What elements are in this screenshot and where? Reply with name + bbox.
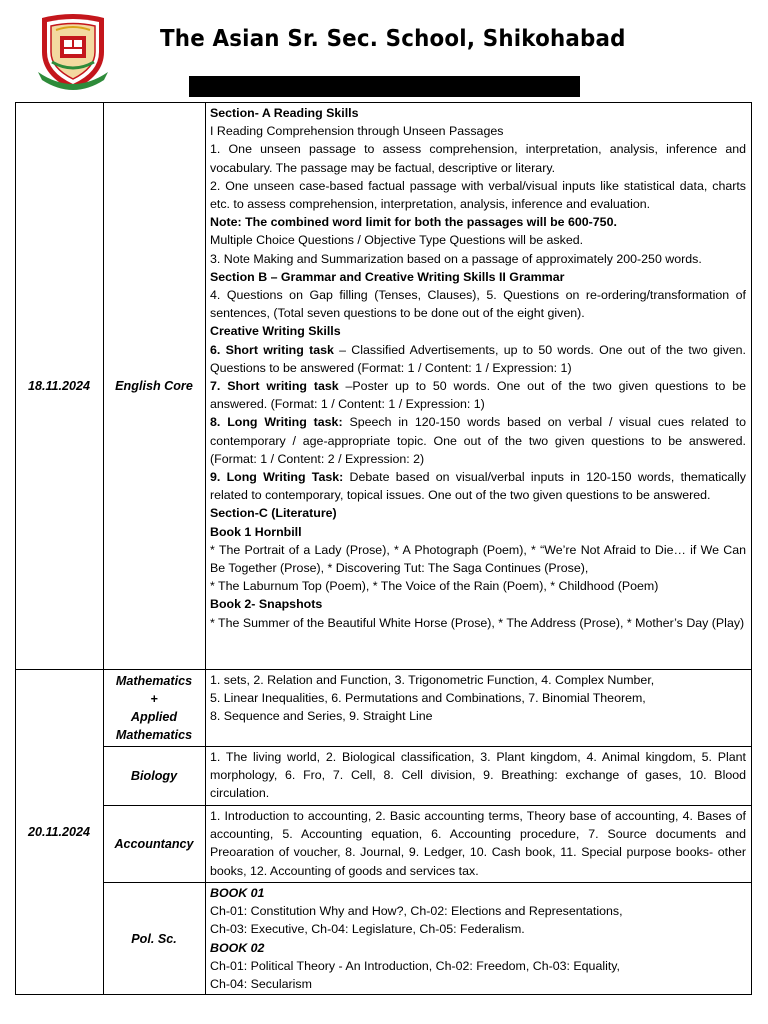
section-heading: Section B – Grammar and Creative Writing Skills II Grammar bbox=[210, 269, 565, 284]
syllabus-line bbox=[210, 413, 746, 468]
subject-name: English Core bbox=[104, 103, 206, 670]
section-heading: Section-C (Literature) bbox=[210, 506, 337, 521]
syllabus-line: 8. Sequence and Series, 9. Straight Line bbox=[210, 709, 433, 724]
syllabus-line: 2. One unseen case-based factual passage with verbal/visual inputs like statistical data, charts etc. to assess comprehension, interpretation, analysis, inference and evaluation. bbox=[210, 178, 746, 212]
syllabus-line: I Reading Comprehension through Unseen Passages bbox=[210, 124, 504, 139]
section-heading: Creative Writing Skills bbox=[210, 324, 341, 339]
syllabus-line: 4. Questions on Gap filling (Tenses, Clauses), 5. Questions on re-ordering/transformation of sentences, (Total seven questions to be done out of the eight given). bbox=[210, 288, 746, 321]
task-text: Speech in 120-150 words based on verbal / visual cues related to contemporary / age-appropriate topic. One out of the two given questions to be answered. (Format: 1 / Content: 2 / Expression: 2) bbox=[210, 415, 746, 466]
subject-line: + bbox=[150, 691, 158, 706]
section-heading: Section- A Reading Skills bbox=[210, 106, 359, 120]
syllabus-line: * The Summer of the Beautiful White Horse (Prose), * The Address (Prose), * Mother’s Day (Play) bbox=[210, 615, 745, 630]
school-crest-logo bbox=[34, 12, 112, 92]
syllabus-line: Ch-04: Secularism bbox=[210, 977, 312, 992]
table-row bbox=[16, 747, 752, 806]
exam-date: 20.11.2024 bbox=[16, 670, 104, 995]
table-row bbox=[16, 806, 752, 883]
school-name: The Asian Sr. Sec. School, Shikohabad bbox=[160, 26, 626, 52]
task-label: 7. Short writing task bbox=[210, 379, 339, 394]
subject-line: Mathematics bbox=[115, 728, 193, 743]
syllabus-line: 5. Linear Inequalities, 6. Permutations and Combinations, 7. Binomial Theorem, bbox=[210, 691, 646, 706]
syllabus-line: 3. Note Making and Summarization based on a passage of approximately 200-250 words. bbox=[210, 251, 702, 266]
book-heading: BOOK 02 bbox=[210, 940, 265, 955]
syllabus-line bbox=[210, 468, 746, 504]
syllabus-content bbox=[206, 670, 752, 747]
task-text: Debate based on visual/verbal inputs in 120-150 words, thematically related to contemporary, topical issues. One out of the two given questions to be answered. bbox=[210, 470, 746, 503]
syllabus-line: * The Portrait of a Lady (Prose), * A Photograph (Poem), * “We’re Not Afraid to Die… if We Can Be Together (Prose), * Discovering Tut: The Saga Continues (Prose), bbox=[210, 542, 746, 576]
syllabus-content: 1. Introduction to accounting, 2. Basic accounting terms, Theory base of accounting, 4. Bases of accounting, 5. Accounting equation, 6. Accounting procedure, 7. Source documents and Preoaration of voucher, 8. Journal, 9. Ledger, 10. Cash book, 11. Special purpose books- other books, 12. Accounting of goods and services tax. bbox=[206, 806, 752, 883]
table-row bbox=[16, 670, 752, 747]
syllabus-line: Multiple Choice Questions / Objective Type Questions will be asked. bbox=[210, 233, 584, 248]
note-text: Note: The combined word limit for both the passages will be 600-750. bbox=[210, 215, 617, 230]
syllabus-content: 1. The living world, 2. Biological classification, 3. Plant kingdom, 4. Animal kingdom, 5. Plant morphology, 6. Fro, 7. Cell, 8. Cell division, 9. Breathing: exchange of gases, 10. Blood circulation. bbox=[206, 747, 752, 806]
subject-name: Pol. Sc. bbox=[104, 883, 206, 995]
syllabus-line: Ch-01: Political Theory - An Introduction, Ch-02: Freedom, Ch-03: Equality, bbox=[210, 958, 621, 973]
subject-name: Biology bbox=[104, 747, 206, 806]
task-label: 6. Short writing task bbox=[210, 342, 334, 357]
table-row bbox=[16, 883, 752, 995]
task-text: –Poster up to 50 words. One out of the two given questions to be answered. (Format: 1 / Content: 1 / Expression: 1) bbox=[210, 379, 747, 412]
page-header bbox=[0, 0, 768, 100]
book-heading: BOOK 01 bbox=[210, 886, 265, 900]
syllabus-line: 1. sets, 2. Relation and Function, 3. Trigonometric Function, 4. Complex Number, bbox=[210, 673, 655, 687]
table-row bbox=[16, 103, 752, 670]
task-text: – Classified Advertisements, up to 50 words. One out of the two given. Questions to be answered (Format: 1 / Content: 1 / Expression: 1) bbox=[210, 342, 747, 375]
syllabus-line bbox=[210, 341, 746, 377]
subject-line: Mathematics bbox=[115, 673, 193, 688]
task-label: 9. Long Writing Task: bbox=[210, 470, 344, 485]
subject-name: Accountancy bbox=[104, 806, 206, 883]
task-label: 8. Long Writing task: bbox=[210, 415, 343, 430]
syllabus-line: 1. One unseen passage to assess comprehension, interpretation, analysis, inference and vocabulary. The passage may be factual, descriptive or literary. bbox=[210, 142, 746, 175]
subject-line: Applied bbox=[130, 710, 178, 724]
syllabus-line: * The Laburnum Top (Poem), * The Voice of the Rain (Poem), * Childhood (Poem) bbox=[210, 579, 659, 594]
exam-date: 18.11.2024 bbox=[16, 103, 104, 670]
syllabus-line bbox=[210, 377, 746, 413]
redaction-bar bbox=[189, 76, 580, 97]
subject-name bbox=[104, 670, 206, 747]
syllabus-table bbox=[15, 102, 752, 995]
syllabus-content bbox=[206, 103, 752, 670]
book-heading: Book 2- Snapshots bbox=[210, 597, 323, 612]
syllabus-line: Ch-01: Constitution Why and How?, Ch-02: Elections and Representations, bbox=[210, 904, 623, 919]
syllabus-content bbox=[206, 883, 752, 995]
book-heading: Book 1 Hornbill bbox=[210, 524, 302, 539]
syllabus-line: Ch-03: Executive, Ch-04: Legislature, Ch-05: Federalism. bbox=[210, 922, 525, 937]
